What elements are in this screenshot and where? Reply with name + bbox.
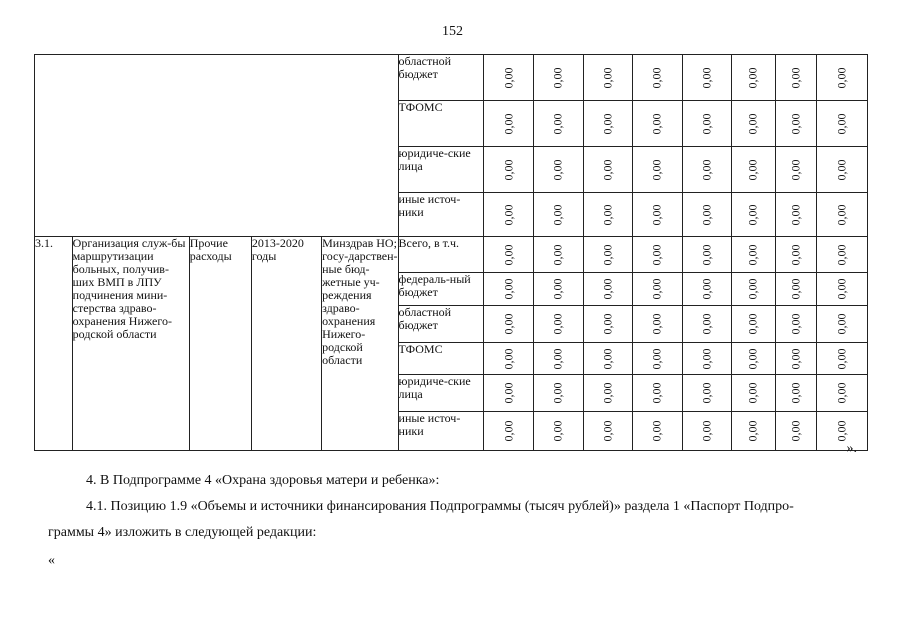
value-text: 0,00 bbox=[600, 382, 615, 404]
expense-type-cell: Прочие расходы bbox=[189, 237, 251, 451]
value-text: 0,00 bbox=[699, 244, 714, 265]
value-text: 0,00 bbox=[788, 113, 803, 134]
value-text: 0,00 bbox=[788, 348, 803, 369]
value-text: 0,00 bbox=[788, 67, 803, 88]
financing-table-body bbox=[35, 55, 868, 451]
value-text: 0,00 bbox=[501, 420, 516, 442]
value-cell bbox=[533, 343, 583, 375]
value-text: 0,00 bbox=[699, 67, 714, 88]
value-text: 0,00 bbox=[788, 313, 803, 335]
value-text: 0,00 bbox=[745, 420, 760, 442]
value-text: 0,00 bbox=[649, 313, 664, 335]
value-cell bbox=[776, 375, 817, 412]
value-cell bbox=[817, 375, 868, 412]
value-text: 0,00 bbox=[788, 382, 803, 404]
value-text: 0,00 bbox=[649, 113, 664, 134]
value-text: 0,00 bbox=[788, 244, 803, 265]
executor-cell: Минздрав НО; госу-дарствен-ные бюд-жетные уч-реждения здраво-охранения Нижего-родской области bbox=[322, 237, 398, 451]
value-text: 0,00 bbox=[649, 278, 664, 300]
value-cell bbox=[632, 375, 682, 412]
value-text: 0,00 bbox=[600, 67, 615, 88]
value-text: 0,00 bbox=[550, 348, 565, 369]
value-cell bbox=[817, 343, 868, 375]
value-text: 0,00 bbox=[745, 313, 760, 335]
value-text: 0,00 bbox=[699, 348, 714, 369]
value-cell bbox=[484, 375, 534, 412]
value-text: 0,00 bbox=[649, 348, 664, 369]
value-text: 0,00 bbox=[600, 313, 615, 335]
value-cell bbox=[776, 193, 817, 237]
value-cell bbox=[484, 273, 534, 306]
value-text: 0,00 bbox=[501, 382, 516, 404]
value-cell bbox=[583, 55, 632, 101]
continuation-blank-cell bbox=[35, 55, 399, 237]
value-text: 0,00 bbox=[788, 278, 803, 300]
value-cell bbox=[817, 55, 868, 101]
value-text: 0,00 bbox=[501, 204, 516, 225]
value-cell bbox=[533, 101, 583, 147]
value-text: 0,00 bbox=[834, 420, 849, 442]
value-cell bbox=[776, 273, 817, 306]
value-text: 0,00 bbox=[501, 67, 516, 88]
value-text: 0,00 bbox=[550, 244, 565, 265]
value-cell bbox=[484, 101, 534, 147]
value-cell bbox=[817, 147, 868, 193]
value-cell bbox=[533, 147, 583, 193]
value-text: 0,00 bbox=[834, 382, 849, 404]
value-text: 0,00 bbox=[600, 113, 615, 134]
value-text: 0,00 bbox=[699, 278, 714, 300]
value-text: 0,00 bbox=[699, 159, 714, 180]
value-text: 0,00 bbox=[550, 204, 565, 225]
value-cell bbox=[731, 55, 776, 101]
value-cell bbox=[731, 306, 776, 343]
value-text: 0,00 bbox=[649, 382, 664, 404]
financing-table bbox=[34, 54, 868, 451]
period-cell: 2013-2020 годы bbox=[251, 237, 321, 451]
value-cell bbox=[817, 237, 868, 273]
funding-source-cell: областной бюджет bbox=[398, 55, 484, 101]
value-cell bbox=[583, 237, 632, 273]
value-text: 0,00 bbox=[745, 382, 760, 404]
value-text: 0,00 bbox=[834, 313, 849, 335]
value-text: 0,00 bbox=[745, 348, 760, 369]
funding-source-cell: иные источ-ники bbox=[398, 412, 484, 451]
value-text: 0,00 bbox=[834, 244, 849, 265]
value-cell bbox=[632, 237, 682, 273]
value-text: 0,00 bbox=[600, 244, 615, 265]
value-cell bbox=[682, 237, 731, 273]
value-cell bbox=[632, 306, 682, 343]
value-text: 0,00 bbox=[501, 278, 516, 300]
value-cell bbox=[776, 412, 817, 451]
value-cell bbox=[484, 193, 534, 237]
value-cell bbox=[682, 193, 731, 237]
value-cell bbox=[817, 412, 868, 451]
value-text: 0,00 bbox=[834, 348, 849, 369]
value-cell bbox=[682, 147, 731, 193]
value-cell bbox=[682, 343, 731, 375]
value-cell bbox=[731, 193, 776, 237]
value-cell bbox=[632, 55, 682, 101]
value-text: 0,00 bbox=[550, 420, 565, 442]
value-cell bbox=[533, 55, 583, 101]
value-cell bbox=[731, 375, 776, 412]
value-cell bbox=[632, 343, 682, 375]
value-cell bbox=[731, 147, 776, 193]
item-name-cell: Организация служ-бы маршрутизации больных, получив-ших ВМП в ЛПУ подчинения мини-стерства здраво-охранения Нижего-родской области bbox=[72, 237, 189, 451]
value-cell bbox=[776, 237, 817, 273]
value-cell bbox=[682, 306, 731, 343]
value-cell bbox=[533, 412, 583, 451]
value-cell bbox=[484, 237, 534, 273]
value-text: 0,00 bbox=[600, 159, 615, 180]
value-text: 0,00 bbox=[501, 159, 516, 180]
value-text: 0,00 bbox=[788, 204, 803, 225]
value-text: 0,00 bbox=[699, 382, 714, 404]
value-text: 0,00 bbox=[550, 382, 565, 404]
value-text: 0,00 bbox=[699, 420, 714, 442]
value-text: 0,00 bbox=[745, 113, 760, 134]
value-text: 0,00 bbox=[788, 159, 803, 180]
value-text: 0,00 bbox=[745, 159, 760, 180]
value-cell bbox=[731, 343, 776, 375]
value-cell bbox=[484, 55, 534, 101]
value-text: 0,00 bbox=[745, 244, 760, 265]
value-cell bbox=[533, 306, 583, 343]
value-text: 0,00 bbox=[600, 204, 615, 225]
value-text: 0,00 bbox=[501, 113, 516, 134]
value-cell bbox=[484, 147, 534, 193]
value-cell bbox=[731, 237, 776, 273]
value-cell bbox=[817, 193, 868, 237]
value-cell bbox=[533, 375, 583, 412]
value-text: 0,00 bbox=[600, 348, 615, 369]
value-cell bbox=[583, 343, 632, 375]
value-cell bbox=[817, 273, 868, 306]
value-cell bbox=[484, 306, 534, 343]
funding-source-cell: областной бюджет bbox=[398, 306, 484, 343]
value-cell bbox=[533, 193, 583, 237]
value-cell bbox=[682, 375, 731, 412]
value-text: 0,00 bbox=[699, 113, 714, 134]
value-cell bbox=[817, 306, 868, 343]
value-cell bbox=[776, 306, 817, 343]
value-cell bbox=[583, 193, 632, 237]
value-cell bbox=[682, 273, 731, 306]
value-text: 0,00 bbox=[649, 244, 664, 265]
value-text: 0,00 bbox=[600, 420, 615, 442]
value-cell bbox=[776, 343, 817, 375]
value-text: 0,00 bbox=[834, 113, 849, 134]
closing-quote: ». bbox=[846, 441, 857, 456]
value-cell bbox=[632, 101, 682, 147]
value-cell bbox=[682, 412, 731, 451]
value-cell bbox=[682, 101, 731, 147]
page-number: 152 bbox=[442, 24, 463, 39]
value-cell bbox=[533, 273, 583, 306]
value-text: 0,00 bbox=[699, 313, 714, 335]
value-text: 0,00 bbox=[649, 67, 664, 88]
value-cell bbox=[776, 147, 817, 193]
item-number-cell: 3.1. bbox=[35, 237, 73, 451]
value-text: 0,00 bbox=[745, 278, 760, 300]
value-cell bbox=[583, 101, 632, 147]
value-text: 0,00 bbox=[550, 278, 565, 300]
value-text: 0,00 bbox=[550, 67, 565, 88]
funding-source-cell: федераль-ный бюджет bbox=[398, 273, 484, 306]
value-text: 0,00 bbox=[745, 204, 760, 225]
value-text: 0,00 bbox=[501, 313, 516, 335]
value-text: 0,00 bbox=[834, 67, 849, 88]
funding-source-cell: иные источ-ники bbox=[398, 193, 484, 237]
value-cell bbox=[731, 273, 776, 306]
opening-quote: « bbox=[48, 553, 55, 568]
value-cell bbox=[583, 375, 632, 412]
funding-source-cell: юридиче-ские лица bbox=[398, 147, 484, 193]
value-cell bbox=[583, 412, 632, 451]
value-cell bbox=[776, 55, 817, 101]
value-cell bbox=[632, 412, 682, 451]
value-cell bbox=[484, 412, 534, 451]
value-text: 0,00 bbox=[550, 313, 565, 335]
table-row bbox=[35, 55, 868, 101]
value-cell bbox=[583, 306, 632, 343]
value-text: 0,00 bbox=[649, 159, 664, 180]
value-text: 0,00 bbox=[699, 204, 714, 225]
value-text: 0,00 bbox=[834, 278, 849, 300]
value-text: 0,00 bbox=[501, 244, 516, 265]
value-text: 0,00 bbox=[550, 159, 565, 180]
funding-source-cell: ТФОМС bbox=[398, 101, 484, 147]
table-row bbox=[35, 237, 868, 273]
value-text: 0,00 bbox=[649, 420, 664, 442]
value-text: 0,00 bbox=[550, 113, 565, 134]
funding-source-cell: ТФОМС bbox=[398, 343, 484, 375]
value-cell bbox=[632, 273, 682, 306]
value-cell bbox=[583, 147, 632, 193]
funding-source-cell: Всего, в т.ч. bbox=[398, 237, 484, 273]
paragraph-subprogram-4: 4. В Подпрограмме 4 «Охрана здоровья матери и ребенка»: bbox=[86, 473, 440, 488]
value-text: 0,00 bbox=[834, 204, 849, 225]
value-cell bbox=[533, 237, 583, 273]
value-text: 0,00 bbox=[834, 159, 849, 180]
value-cell bbox=[817, 101, 868, 147]
value-cell bbox=[632, 147, 682, 193]
funding-source-cell: юридиче-ские лица bbox=[398, 375, 484, 412]
value-text: 0,00 bbox=[745, 67, 760, 88]
value-text: 0,00 bbox=[649, 204, 664, 225]
value-text: 0,00 bbox=[788, 420, 803, 442]
value-text: 0,00 bbox=[600, 278, 615, 300]
value-cell bbox=[776, 101, 817, 147]
paragraph-continuation: граммы 4» изложить в следующей редакции: bbox=[48, 525, 317, 540]
value-cell bbox=[731, 101, 776, 147]
value-cell bbox=[731, 412, 776, 451]
value-cell bbox=[632, 193, 682, 237]
value-cell bbox=[583, 273, 632, 306]
paragraph-position-1-9: 4.1. Позицию 1.9 «Объемы и источники финансирования Подпрограммы (тысяч рублей)» раздела 1 «Паспорт Подпро- bbox=[86, 499, 794, 514]
value-cell bbox=[484, 343, 534, 375]
value-cell bbox=[682, 55, 731, 101]
value-text: 0,00 bbox=[501, 348, 516, 369]
